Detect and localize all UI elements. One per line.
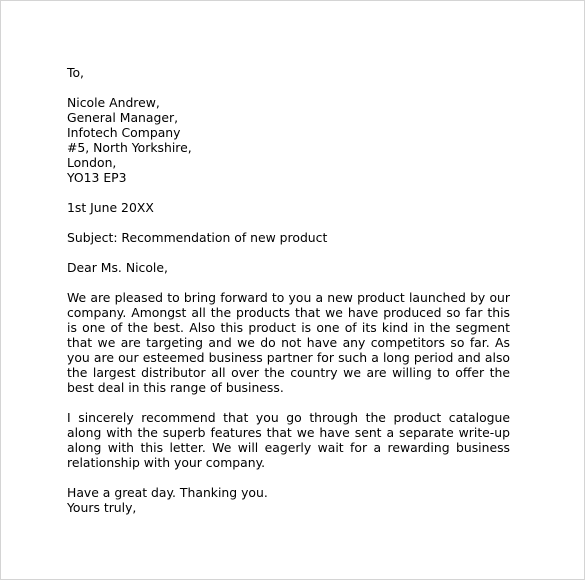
recipient-postcode: YO13 EP3 [67, 170, 127, 185]
spacer [67, 80, 510, 95]
recipient-street: #5, North Yorkshire, [67, 140, 192, 155]
closing-line: Have a great day. Thanking you. [67, 485, 268, 500]
recipient-name: Nicole Andrew, [67, 95, 160, 110]
recipient-city: London, [67, 155, 117, 170]
letter-greeting: Dear Ms. Nicole, [67, 260, 168, 275]
spacer [67, 470, 510, 485]
recipient-address [67, 95, 510, 185]
sign-off: Yours truly, [67, 500, 137, 515]
letter-body [67, 65, 510, 515]
spacer [67, 215, 510, 230]
spacer [67, 395, 510, 410]
recipient-company: Infotech Company [67, 125, 181, 140]
to-line: To, [67, 65, 84, 80]
body-paragraph-2: I sincerely recommend that you go through the product catalogue along with the superb features that we have sent a separate write-up along with this letter. We will eagerly wait for a rewarding business relationship with your company. [67, 410, 510, 470]
spacer [67, 245, 510, 260]
body-paragraph-1: We are pleased to bring forward to you a new product launched by our company. Amongst all the products that we have produced so far this is one of the best. Also this product is one of its kind in the segment that we are targeting and we do not have any competitors so far. As you are our esteemed business partner for such a long period and also the largest distributor all over the country we are willing to offer the best deal in this range of business. [67, 290, 510, 395]
letter-date: 1st June 20XX [67, 200, 154, 215]
spacer [67, 275, 510, 290]
recipient-title: General Manager, [67, 110, 179, 125]
letter-subject: Subject: Recommendation of new product [67, 230, 328, 245]
spacer [67, 185, 510, 200]
